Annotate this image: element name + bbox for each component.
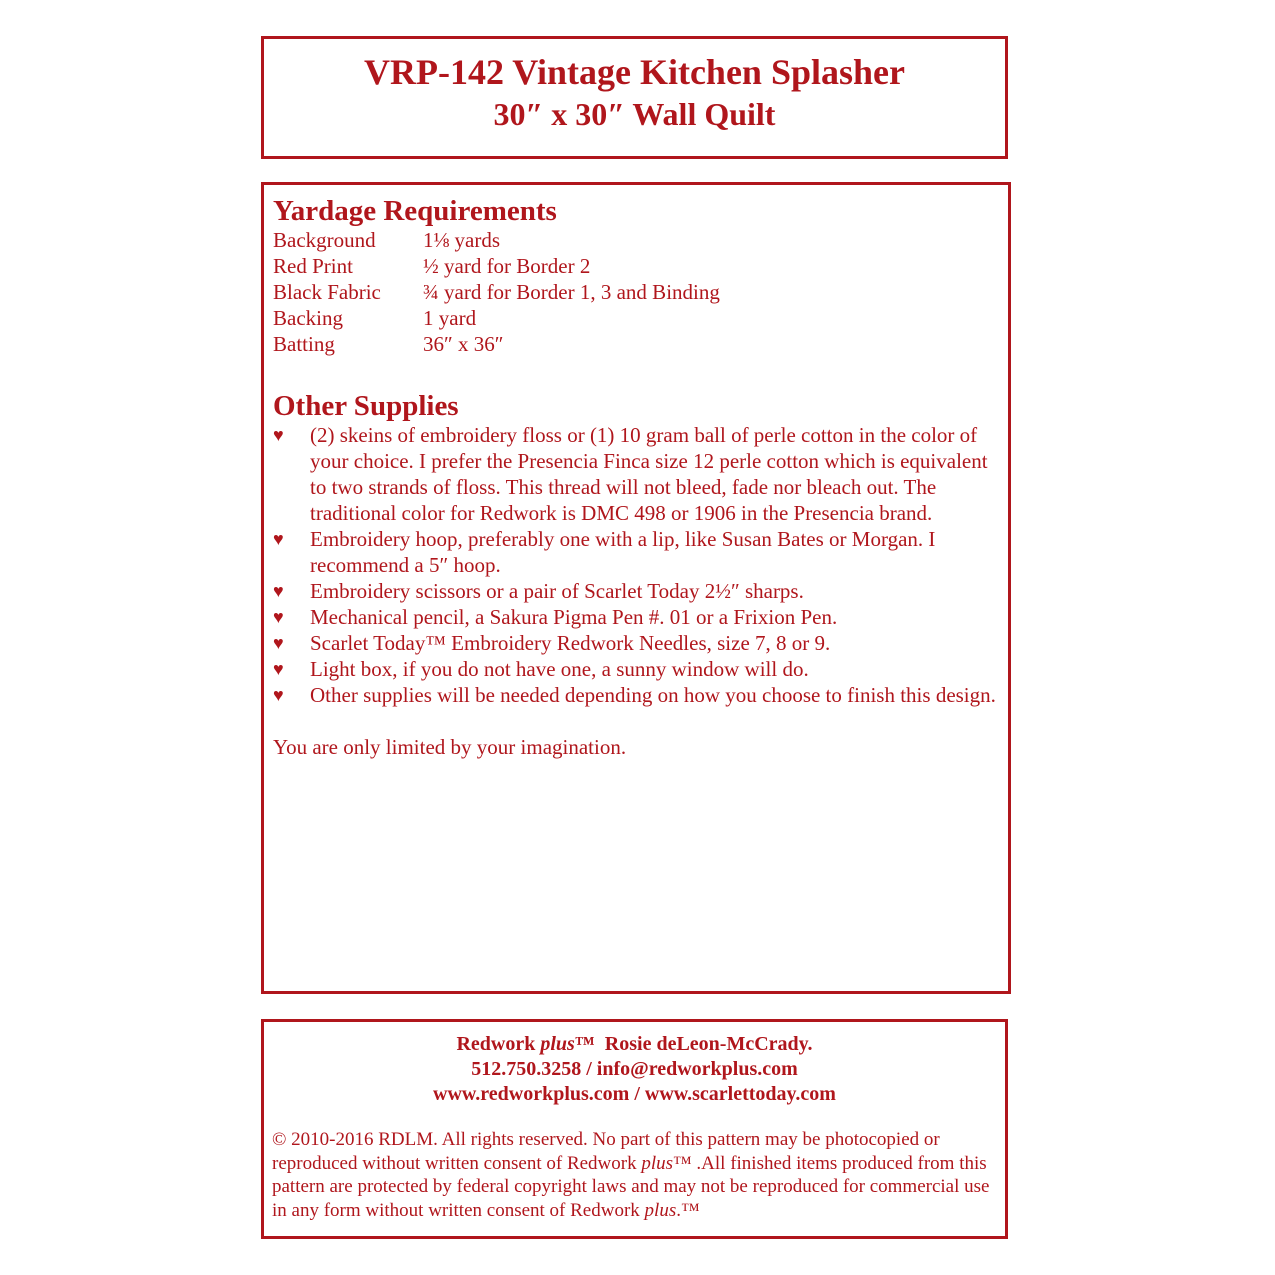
pattern-title: VRP-142 Vintage Kitchen Splasher	[363, 52, 905, 92]
separator: /	[634, 1083, 640, 1105]
contact-info	[272, 1032, 1005, 1107]
list-item	[273, 630, 1003, 656]
yardage-row	[273, 253, 1008, 279]
email-link[interactable]: info@redworkplus.com	[596, 1058, 798, 1080]
heart-icon: ♥	[273, 529, 284, 549]
list-item	[273, 526, 1003, 578]
yardage-row	[273, 227, 1008, 253]
copyright-text: © 2010-2016 RDLM. All rights reserved. No part of this pattern may be photocopied or reproduced without written consent of Redwork	[272, 1129, 940, 1174]
yardage-row	[273, 305, 1008, 331]
brand-line	[272, 1032, 997, 1057]
heart-icon: ♥	[273, 659, 284, 679]
heart-icon: ♥	[273, 581, 284, 601]
heart-icon: ♥	[273, 425, 284, 445]
supply-text: Embroidery hoop, preferably one with a lip, like Susan Bates or Morgan. I recommend a 5″ hoop.	[310, 527, 936, 577]
yardage-amount: 1⅛ yards	[423, 228, 500, 252]
copyright-notice	[272, 1128, 1000, 1222]
yardage-item: Black Fabric	[273, 280, 381, 304]
author-name: Rosie deLeon-McCrady.	[604, 1033, 813, 1055]
copyright-italic: plus	[644, 1199, 677, 1221]
website-link-scarlettoday[interactable]: www.scarlettoday.com	[644, 1083, 836, 1105]
copyright-italic: plus	[641, 1152, 674, 1174]
pattern-subtitle: 30″ x 30″ Wall Quilt	[493, 96, 776, 132]
yardage-amount: 36″ x 36″	[423, 332, 504, 356]
separator: /	[586, 1058, 592, 1080]
yardage-amount: ½ yard for Border 2	[423, 254, 591, 278]
list-item	[273, 656, 1003, 682]
yardage-amount: ¾ yard for Border 1, 3 and Binding	[423, 280, 720, 304]
heart-icon: ♥	[273, 607, 284, 627]
trademark: ™	[574, 1033, 595, 1055]
copyright-text: ™ .All finished items produced from this pattern are protected by federal copyright laws and may not be reproduced for commercial use in any form without written consent of Redwork	[272, 1152, 990, 1221]
yardage-amount: 1 yard	[423, 306, 477, 330]
yardage-item: Backing	[273, 306, 343, 330]
list-item	[273, 422, 1003, 526]
websites-line	[272, 1082, 997, 1107]
supplies-list	[273, 422, 1003, 708]
supply-text: Scarlet Today™ Embroidery Redwork Needles, size 7, 8 or 9.	[310, 631, 831, 655]
heart-icon: ♥	[273, 633, 284, 653]
brand-name: Redwork	[456, 1033, 536, 1055]
phone-email-line	[272, 1057, 997, 1082]
title-box	[261, 36, 1008, 159]
yardage-heading: Yardage Requirements	[273, 195, 557, 227]
contact-box	[261, 1019, 1008, 1239]
yardage-item: Background	[273, 228, 376, 252]
yardage-row	[273, 331, 1008, 357]
yardage-table	[273, 227, 1008, 357]
yardage-item: Batting	[273, 332, 335, 356]
supply-text: Mechanical pencil, a Sakura Pigma Pen #. 01 or a Frixion Pen.	[310, 605, 838, 629]
list-item	[273, 578, 1003, 604]
copyright-text: .™	[676, 1199, 700, 1221]
supply-text: Light box, if you do not have one, a sunny window will do.	[310, 657, 809, 681]
requirements-box	[261, 182, 1011, 994]
phone-number: 512.750.3258	[471, 1058, 582, 1080]
list-item	[273, 604, 1003, 630]
supply-text: Other supplies will be needed depending on how you choose to finish this design.	[310, 683, 996, 707]
closing-line: You are only limited by your imagination.	[273, 735, 627, 759]
yardage-item: Red Print	[273, 254, 353, 278]
supplies-heading: Other Supplies	[273, 390, 459, 422]
supply-text: Embroidery scissors or a pair of Scarlet Today 2½″ sharps.	[310, 579, 804, 603]
website-link-redworkplus[interactable]: www.redworkplus.com	[433, 1083, 630, 1105]
yardage-row	[273, 279, 1008, 305]
list-item	[273, 682, 1003, 708]
heart-icon: ♥	[273, 685, 284, 705]
brand-italic: plus	[540, 1033, 575, 1055]
supply-text: (2) skeins of embroidery floss or (1) 10 gram ball of perle cotton in the color of your choice. I prefer the Presencia Finca size 12 perle cotton which is equivalent to two strands of floss. This thread will not bleed, fade nor bleach out. The traditional color for Redwork is DMC 498 or 1906 in the Presencia brand.	[310, 423, 988, 525]
